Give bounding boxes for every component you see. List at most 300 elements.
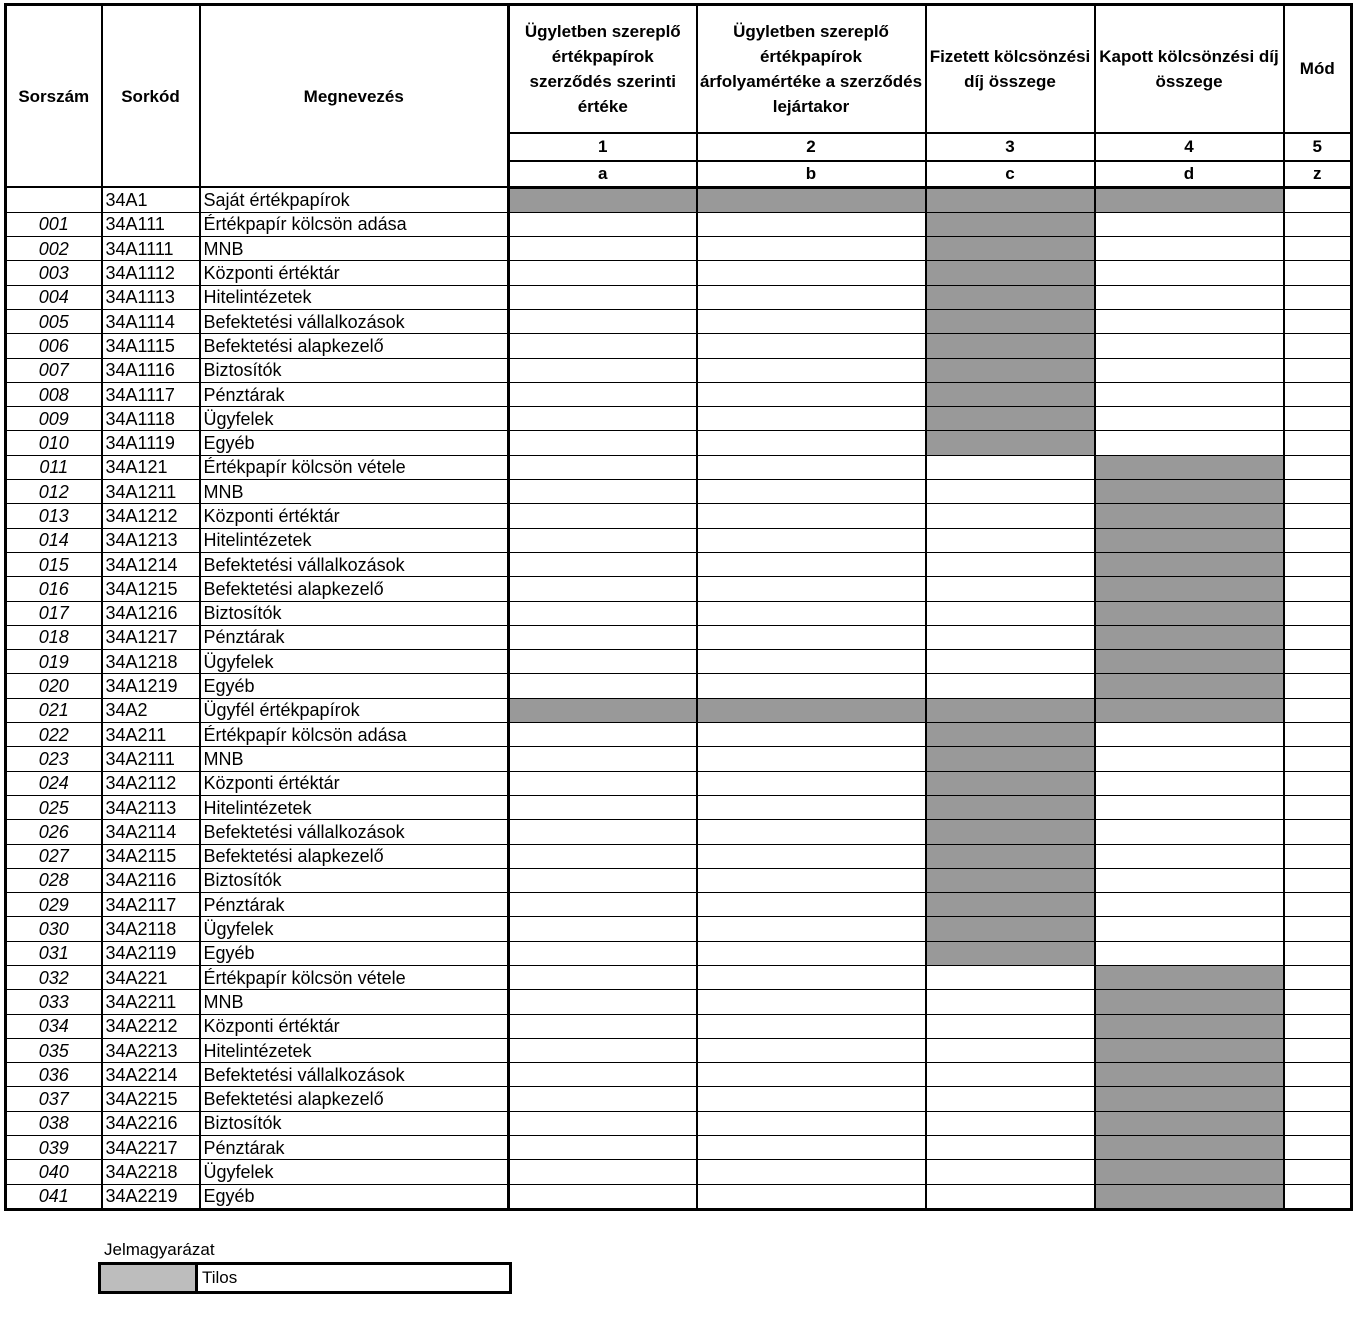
forbidden-cell [926,309,1095,333]
forbidden-cell [926,187,1095,212]
row-sorszam: 003 [6,261,102,285]
value-cell[interactable] [509,504,697,528]
table-row [6,1014,1352,1038]
forbidden-cell [1095,455,1284,479]
row-megnevezes: Központi értéktár [200,1014,509,1038]
value-cell[interactable] [697,212,926,236]
value-cell[interactable] [1095,261,1284,285]
header-col-4: Kapott kölcsönzési díj összege [1095,5,1284,133]
value-cell[interactable] [1095,237,1284,261]
value-cell[interactable] [697,868,926,892]
value-cell[interactable] [509,966,697,990]
value-cell[interactable] [509,1063,697,1087]
value-cell[interactable] [1284,358,1352,382]
forbidden-cell [1095,1184,1284,1209]
row-sorszam: 015 [6,552,102,576]
forbidden-cell [926,382,1095,406]
value-cell[interactable] [1284,1160,1352,1184]
value-cell[interactable] [926,1160,1095,1184]
value-cell[interactable] [1284,625,1352,649]
value-cell[interactable] [926,552,1095,576]
table-row [6,455,1352,479]
table-row [6,212,1352,236]
value-cell[interactable] [1284,407,1352,431]
value-cell[interactable] [509,723,697,747]
value-cell[interactable] [1284,261,1352,285]
value-cell[interactable] [1284,1111,1352,1135]
value-cell[interactable] [697,966,926,990]
row-sorszam: 011 [6,455,102,479]
row-sorkod: 34A1217 [102,625,200,649]
forbidden-cell [1095,990,1284,1014]
table-row [6,431,1352,455]
row-sorkod: 34A1112 [102,261,200,285]
table-row [6,723,1352,747]
value-cell[interactable] [509,941,697,965]
value-cell[interactable] [509,1087,697,1111]
header-num-2: 2 [697,133,926,161]
row-sorszam: 002 [6,237,102,261]
value-cell[interactable] [509,552,697,576]
row-sorszam: 039 [6,1136,102,1160]
value-cell[interactable] [697,552,926,576]
table-row [6,990,1352,1014]
value-cell[interactable] [509,747,697,771]
value-cell[interactable] [1095,407,1284,431]
value-cell[interactable] [926,601,1095,625]
value-cell[interactable] [697,334,926,358]
row-megnevezes: MNB [200,237,509,261]
header-letter-1: a [509,161,697,188]
row-megnevezes: Pénztárak [200,382,509,406]
table-row [6,601,1352,625]
value-cell[interactable] [697,528,926,552]
value-cell[interactable] [509,358,697,382]
value-cell[interactable] [509,795,697,819]
value-cell[interactable] [697,1111,926,1135]
forbidden-cell [926,868,1095,892]
value-cell[interactable] [697,723,926,747]
row-megnevezes: Egyéb [200,1184,509,1209]
value-cell[interactable] [1284,212,1352,236]
value-cell[interactable] [1284,698,1352,722]
value-cell[interactable] [509,650,697,674]
value-cell[interactable] [697,309,926,333]
value-cell[interactable] [697,431,926,455]
value-cell[interactable] [1095,941,1284,965]
table-row [6,844,1352,868]
forbidden-cell [926,407,1095,431]
value-cell[interactable] [509,1038,697,1062]
table-row [6,504,1352,528]
value-cell[interactable] [697,795,926,819]
value-cell[interactable] [509,1111,697,1135]
forbidden-cell [697,187,926,212]
row-sorszam: 040 [6,1160,102,1184]
header-letter-2: b [697,161,926,188]
value-cell[interactable] [926,1087,1095,1111]
value-cell[interactable] [926,990,1095,1014]
row-sorkod: 34A2119 [102,941,200,965]
value-cell[interactable] [1095,795,1284,819]
value-cell[interactable] [509,771,697,795]
row-sorkod: 34A2112 [102,771,200,795]
row-megnevezes: Egyéb [200,941,509,965]
row-megnevezes: Befektetési alapkezelő [200,334,509,358]
value-cell[interactable] [697,1184,926,1209]
table-row [6,1136,1352,1160]
value-cell[interactable] [1284,504,1352,528]
row-sorkod: 34A1118 [102,407,200,431]
value-cell[interactable] [1284,771,1352,795]
value-cell[interactable] [509,844,697,868]
forbidden-cell [926,698,1095,722]
value-cell[interactable] [1284,382,1352,406]
value-cell[interactable] [697,625,926,649]
row-sorkod: 34A2113 [102,795,200,819]
value-cell[interactable] [509,261,697,285]
value-cell[interactable] [1284,723,1352,747]
value-cell[interactable] [1095,382,1284,406]
value-cell[interactable] [509,577,697,601]
forbidden-cell [926,723,1095,747]
value-cell[interactable] [697,480,926,504]
row-sorszam: 008 [6,382,102,406]
header-col-1: Ügyletben szereplő értékpapírok szerződés szerinti értéke [509,5,697,133]
value-cell[interactable] [1284,455,1352,479]
value-cell[interactable] [1095,334,1284,358]
value-cell[interactable] [1284,577,1352,601]
value-cell[interactable] [926,674,1095,698]
row-sorkod: 34A1216 [102,601,200,625]
value-cell[interactable] [1284,187,1352,212]
value-cell[interactable] [926,577,1095,601]
value-cell[interactable] [697,941,926,965]
value-cell[interactable] [1284,747,1352,771]
value-cell[interactable] [509,917,697,941]
value-cell[interactable] [1284,334,1352,358]
value-cell[interactable] [509,1136,697,1160]
value-cell[interactable] [509,528,697,552]
header-sorkod: Sorkód [102,5,200,188]
value-cell[interactable] [1284,309,1352,333]
row-megnevezes: MNB [200,480,509,504]
forbidden-cell [1095,1160,1284,1184]
value-cell[interactable] [509,431,697,455]
legend-title: Jelmagyarázat [104,1240,215,1259]
row-megnevezes: Biztosítók [200,868,509,892]
value-cell[interactable] [697,650,926,674]
value-cell[interactable] [1284,1014,1352,1038]
report-table [4,3,1353,1211]
value-cell[interactable] [697,407,926,431]
value-cell[interactable] [509,1160,697,1184]
table-row [6,1087,1352,1111]
value-cell[interactable] [697,990,926,1014]
value-cell[interactable] [1284,917,1352,941]
forbidden-cell [926,358,1095,382]
value-cell[interactable] [1284,237,1352,261]
value-cell[interactable] [1095,723,1284,747]
value-cell[interactable] [1095,917,1284,941]
value-cell[interactable] [926,1111,1095,1135]
row-sorkod: 34A2218 [102,1160,200,1184]
value-cell[interactable] [1284,528,1352,552]
forbidden-cell [926,893,1095,917]
row-sorszam: 019 [6,650,102,674]
forbidden-cell [1095,650,1284,674]
row-sorszam: 018 [6,625,102,649]
value-cell[interactable] [1284,674,1352,698]
value-cell[interactable] [1284,844,1352,868]
value-cell[interactable] [509,820,697,844]
row-megnevezes: Hitelintézetek [200,795,509,819]
value-cell[interactable] [1095,747,1284,771]
value-cell[interactable] [697,261,926,285]
table-row [6,941,1352,965]
table-row [6,747,1352,771]
value-cell[interactable] [697,237,926,261]
value-cell[interactable] [509,601,697,625]
value-cell[interactable] [926,528,1095,552]
value-cell[interactable] [1284,893,1352,917]
table-row [6,1160,1352,1184]
value-cell[interactable] [509,237,697,261]
value-cell[interactable] [697,601,926,625]
row-sorszam: 021 [6,698,102,722]
value-cell[interactable] [509,625,697,649]
row-sorszam: 033 [6,990,102,1014]
forbidden-cell [926,844,1095,868]
header-letter-5: z [1284,161,1352,188]
forbidden-cell [697,698,926,722]
value-cell[interactable] [1095,771,1284,795]
row-sorszam: 025 [6,795,102,819]
table-row [6,917,1352,941]
row-megnevezes: Biztosítók [200,358,509,382]
row-megnevezes: Biztosítók [200,1111,509,1135]
value-cell[interactable] [1095,868,1284,892]
value-cell[interactable] [1284,1184,1352,1209]
table-row [6,1111,1352,1135]
table-row [6,868,1352,892]
value-cell[interactable] [1284,1136,1352,1160]
value-cell[interactable] [509,1014,697,1038]
value-cell[interactable] [697,577,926,601]
row-megnevezes: Pénztárak [200,1136,509,1160]
value-cell[interactable] [1284,966,1352,990]
value-cell[interactable] [509,1184,697,1209]
header-letter-4: d [1095,161,1284,188]
table-row [6,1184,1352,1209]
table-row [6,285,1352,309]
value-cell[interactable] [926,966,1095,990]
value-cell[interactable] [1284,820,1352,844]
value-cell[interactable] [1095,212,1284,236]
value-cell[interactable] [926,455,1095,479]
value-cell[interactable] [1284,1063,1352,1087]
value-cell[interactable] [509,455,697,479]
value-cell[interactable] [509,893,697,917]
value-cell[interactable] [926,625,1095,649]
row-sorkod: 34A2216 [102,1111,200,1135]
value-cell[interactable] [1095,820,1284,844]
row-sorszam: 012 [6,480,102,504]
value-cell[interactable] [697,893,926,917]
forbidden-cell [1095,528,1284,552]
value-cell[interactable] [697,285,926,309]
value-cell[interactable] [1095,285,1284,309]
row-megnevezes: Értékpapír kölcsön adása [200,723,509,747]
value-cell[interactable] [1095,844,1284,868]
value-cell[interactable] [509,309,697,333]
value-cell[interactable] [509,480,697,504]
row-megnevezes: Központi értéktár [200,771,509,795]
row-megnevezes: Ügyfelek [200,917,509,941]
value-cell[interactable] [697,844,926,868]
value-cell[interactable] [697,917,926,941]
row-sorkod: 34A1218 [102,650,200,674]
table-row [6,237,1352,261]
value-cell[interactable] [1095,358,1284,382]
header-col-2: Ügyletben szereplő értékpapírok árfolyamértéke a szerződés lejártakor [697,5,926,133]
value-cell[interactable] [926,1136,1095,1160]
value-cell[interactable] [509,212,697,236]
value-cell[interactable] [926,1184,1095,1209]
value-cell[interactable] [926,480,1095,504]
value-cell[interactable] [926,1038,1095,1062]
table-row [6,795,1352,819]
forbidden-cell [509,698,697,722]
value-cell[interactable] [509,407,697,431]
row-sorszam: 020 [6,674,102,698]
row-sorkod: 34A1116 [102,358,200,382]
row-sorkod: 34A1219 [102,674,200,698]
row-megnevezes: Ügyfelek [200,407,509,431]
value-cell[interactable] [1284,795,1352,819]
row-sorkod: 34A2213 [102,1038,200,1062]
header-col-3: Fizetett kölcsönzési díj összege [926,5,1095,133]
header-num-5: 5 [1284,133,1352,161]
value-cell[interactable] [1284,650,1352,674]
value-cell[interactable] [1284,990,1352,1014]
row-sorszam: 029 [6,893,102,917]
row-sorkod: 34A121 [102,455,200,479]
forbidden-cell [1095,480,1284,504]
row-megnevezes: Értékpapír kölcsön vétele [200,455,509,479]
value-cell[interactable] [509,285,697,309]
value-cell[interactable] [1095,309,1284,333]
value-cell[interactable] [697,1038,926,1062]
table-row [6,820,1352,844]
value-cell[interactable] [509,990,697,1014]
forbidden-cell [1095,504,1284,528]
value-cell[interactable] [697,771,926,795]
forbidden-cell [926,334,1095,358]
row-sorkod: 34A1214 [102,552,200,576]
value-cell[interactable] [697,1087,926,1111]
row-sorszam: 036 [6,1063,102,1087]
table-row [6,1063,1352,1087]
table-row [6,334,1352,358]
value-cell[interactable] [697,382,926,406]
value-cell[interactable] [697,1160,926,1184]
row-sorkod: 34A2111 [102,747,200,771]
value-cell[interactable] [1284,480,1352,504]
value-cell[interactable] [1095,431,1284,455]
row-megnevezes: Központi értéktár [200,261,509,285]
row-sorkod: 34A1115 [102,334,200,358]
row-sorszam: 006 [6,334,102,358]
value-cell[interactable] [697,820,926,844]
forbidden-cell [1095,1087,1284,1111]
value-cell[interactable] [926,1014,1095,1038]
value-cell[interactable] [1284,431,1352,455]
value-cell[interactable] [1284,1087,1352,1111]
value-cell[interactable] [697,358,926,382]
value-cell[interactable] [697,455,926,479]
header-num-3: 3 [926,133,1095,161]
table-row [6,358,1352,382]
row-sorkod: 34A1117 [102,382,200,406]
value-cell[interactable] [1284,285,1352,309]
value-cell[interactable] [509,334,697,358]
value-cell[interactable] [1284,601,1352,625]
value-cell[interactable] [509,674,697,698]
row-sorkod: 34A1113 [102,285,200,309]
row-megnevezes: Hitelintézetek [200,528,509,552]
row-sorkod: 34A1212 [102,504,200,528]
value-cell[interactable] [1284,552,1352,576]
row-megnevezes: MNB [200,747,509,771]
value-cell[interactable] [697,674,926,698]
row-sorszam: 035 [6,1038,102,1062]
value-cell[interactable] [509,382,697,406]
value-cell[interactable] [1095,893,1284,917]
value-cell[interactable] [926,650,1095,674]
value-cell[interactable] [1284,868,1352,892]
value-cell[interactable] [697,747,926,771]
header-col-5: Mód [1284,5,1352,133]
value-cell[interactable] [697,1063,926,1087]
row-sorszam: 030 [6,917,102,941]
row-sorszam: 028 [6,868,102,892]
table-row [6,625,1352,649]
table-row [6,674,1352,698]
forbidden-cell [926,285,1095,309]
row-sorkod: 34A2211 [102,990,200,1014]
forbidden-cell [926,820,1095,844]
row-megnevezes: Ügyfelek [200,1160,509,1184]
forbidden-cell [1095,1136,1284,1160]
forbidden-cell [1095,674,1284,698]
value-cell[interactable] [697,1014,926,1038]
row-megnevezes: Befektetési alapkezelő [200,577,509,601]
row-megnevezes: Központi értéktár [200,504,509,528]
value-cell[interactable] [1284,941,1352,965]
forbidden-cell [1095,625,1284,649]
value-cell[interactable] [509,868,697,892]
table-row [6,577,1352,601]
row-megnevezes: Pénztárak [200,893,509,917]
value-cell[interactable] [926,1063,1095,1087]
value-cell[interactable] [1284,1038,1352,1062]
value-cell[interactable] [697,1136,926,1160]
forbidden-cell [926,941,1095,965]
value-cell[interactable] [926,504,1095,528]
forbidden-cell [926,212,1095,236]
value-cell[interactable] [697,504,926,528]
